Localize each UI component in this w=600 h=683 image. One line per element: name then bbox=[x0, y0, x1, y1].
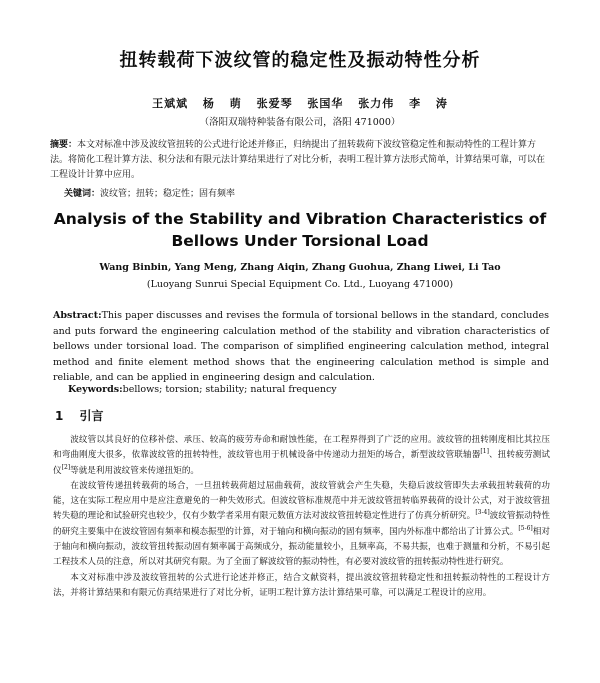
english-affiliation: (Luoyang Sunrui Special Equipment Co. Ltd., Luoyang 471000) bbox=[146, 279, 454, 290]
english-authors: Wang Binbin, Yang Meng, Zhang Aiqin, Zhang Guohua, Zhang Liwei, Li Tao bbox=[99, 262, 501, 273]
section-number: 1 bbox=[55, 409, 64, 423]
english-abstract-label: Abstract: bbox=[53, 310, 102, 321]
intro-text: 在波纹管传递扭转载荷的场合，一旦扭转载荷超过屈曲载荷，波纹管就会产生失稳，失稳后波纹管即失去承载扭转载荷的功能，这在实际工程应用中是应注意避免的一种失效形式。但波纹管标准规范中并无波纹管扭转临界载荷的设计公式，对于波纹管扭转失稳的理论和试验研究也较少，仅有少数学者采用有限元数值方法对波纹管扭转稳定性进行了仿真分析研究。 bbox=[53, 480, 550, 522]
citation: [2] bbox=[61, 463, 71, 471]
chinese-affiliation: （洛阳双瑞特种装备有限公司，洛阳 471000） bbox=[199, 117, 401, 128]
english-abstract bbox=[53, 308, 549, 386]
chinese-abstract bbox=[50, 138, 550, 183]
intro-text: 等就是利用波纹管来传递扭矩的。 bbox=[70, 465, 200, 476]
intro-text: 波纹管振动特性的研究主要集中在波纹管固有频率和模态振型的计算，对于轴向和横向振动的固有频率，国内外标准中都给出了计算公式。 bbox=[53, 511, 550, 537]
introduction-body bbox=[53, 433, 550, 601]
english-keywords-label: Keywords: bbox=[68, 384, 123, 395]
intro-text: 、扭转疲劳测试仪 bbox=[53, 450, 550, 476]
chinese-abstract-label: 摘要： bbox=[50, 140, 78, 150]
chinese-keywords bbox=[64, 186, 550, 199]
chinese-keywords-label: 关键词： bbox=[64, 189, 101, 199]
english-title-line-2: Bellows Under Torsional Load bbox=[171, 232, 429, 250]
english-keywords-text: bellows; torsion; stability; natural frequency bbox=[122, 384, 337, 395]
citation: [3-4] bbox=[475, 509, 490, 517]
section-heading bbox=[55, 407, 104, 424]
chinese-abstract-text: 本文对标准中涉及波纹管扭转的公式进行论述并修正，归纳提出了扭转载荷下波纹管稳定性和振动特性的工程计算方法。将简化工程计算方法、积分法和有限元法计算结果进行了对比分析，表明工程计算方法形式简单，计算结果可靠，可以在工程设计计算中应用。 bbox=[50, 140, 546, 180]
citation: [5-6] bbox=[518, 524, 533, 532]
intro-paragraph bbox=[53, 433, 550, 479]
english-keywords bbox=[68, 384, 550, 395]
intro-paragraph bbox=[53, 571, 550, 602]
chinese-keywords-text: 波纹管；扭转；稳定性；固有频率 bbox=[100, 189, 236, 199]
english-abstract-text: This paper discusses and revises the formula of torsional bellows in the standard, concludes and puts forward the engineering calculation method of the stability and vibration characteristics of bellows under torsional load. The comparison of simplified engineering calculation method, integral method and finite element method shows that the engineering calculation method is simple and reliable, and can be applied in engineering design and calculation. bbox=[53, 310, 549, 383]
intro-text: 相对于轴向和横向振动，波纹管扭转振动固有频率属于高频成分，振动能量较小，且频率高，不易共振，也难于测量和分析，不易引起工程技术人员的注意，所以对其研究有限。为了全面了解波纹管的振动特性，有必要对波纹管的扭转振动特性进行研究。 bbox=[53, 526, 550, 568]
intro-paragraph bbox=[53, 479, 550, 571]
intro-text: 本文对标准中涉及波纹管扭转的公式进行论述并修正，结合文献资料，提出波纹管扭转稳定性和扭转振动特性的工程设计方法，并将计算结果和有限元仿真结果进行了对比分析，证明工程计算方法计算结果可靠，可以满足工程设计的应用。 bbox=[53, 572, 550, 598]
english-title bbox=[0, 208, 600, 252]
chinese-authors: 王斌斌 杨 萌 张爱琴 张国华 张力伟 李 涛 bbox=[152, 97, 448, 110]
intro-text: 波纹管以其良好的位移补偿、承压、较高的疲劳寿命和耐蚀性能，在工程界得到了广泛的应用。波纹管的扭转刚度相比其拉压和弯曲刚度大很多，依靠波纹管的扭转特性，波纹管也用于机械设备中传递动力扭矩的场合，新型波纹管联轴器 bbox=[53, 435, 550, 461]
section-title: 引言 bbox=[79, 409, 104, 423]
citation: [1] bbox=[480, 448, 489, 456]
english-title-line-1: Analysis of the Stability and Vibration Characteristics of bbox=[53, 210, 547, 228]
chinese-title: 扭转载荷下波纹管的稳定性及振动特性分析 bbox=[119, 50, 481, 71]
